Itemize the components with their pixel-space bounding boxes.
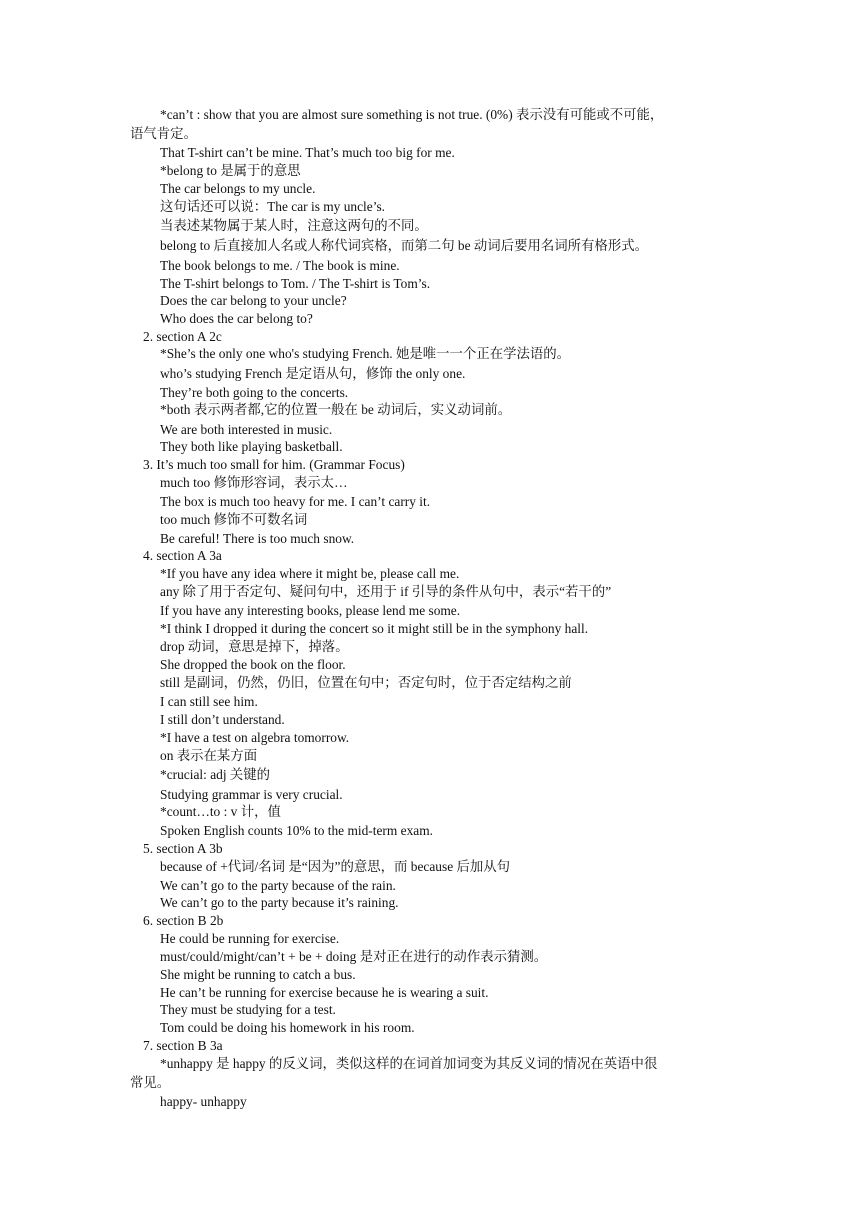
note-line: *crucial: adj 关键的 bbox=[160, 767, 271, 782]
note-line: *unhappy 是 happy 的反义词，类似这样的在词首加词变为其反义词的情况在英语中很 bbox=[160, 1056, 658, 1071]
note-line: *I have a test on algebra tomorrow. bbox=[160, 730, 350, 745]
note-line: must/could/might/can’t + be + doing 是对正在进行的动作表示猜测。 bbox=[160, 949, 548, 964]
note-line: *I think I dropped it during the concert so it might still be in the symphony hall. bbox=[160, 621, 589, 636]
section-heading-2: 2. section A 2c bbox=[143, 329, 222, 344]
example-line: He could be running for exercise. bbox=[160, 931, 340, 946]
note-line: because of +代词/名词 是“因为”的意思，而 because 后加从句 bbox=[160, 859, 511, 874]
section-heading-5: 5. section A 3b bbox=[143, 841, 223, 856]
example-line: Be careful! There is too much snow. bbox=[160, 531, 355, 546]
example-line: She dropped the book on the floor. bbox=[160, 657, 346, 672]
note-line: *both 表示两者都,它的位置一般在 be 动词后，实义动词前。 bbox=[160, 402, 512, 417]
note-belong-to: *belong to 是属于的意思 bbox=[160, 163, 301, 178]
note-line: much too 修饰形容词，表示太… bbox=[160, 475, 348, 490]
example-line: Tom could be doing his homework in his room. bbox=[160, 1020, 415, 1035]
example-line: Spoken English counts 10% to the mid-term exam. bbox=[160, 823, 433, 838]
note-line: too much 修饰不可数名词 bbox=[160, 512, 308, 527]
example-line: They both like playing basketball. bbox=[160, 439, 343, 454]
example-line: I still don’t understand. bbox=[160, 712, 285, 727]
note-line: *count…to : v 计，值 bbox=[160, 804, 281, 819]
section-heading-3: 3. It’s much too small for him. (Grammar Focus) bbox=[143, 457, 405, 472]
example-line: Studying grammar is very crucial. bbox=[160, 787, 343, 802]
section-heading-4: 4. section A 3a bbox=[143, 548, 222, 563]
note-cant-definition-cont: 语气肯定。 bbox=[130, 126, 197, 141]
example-line: He can’t be running for exercise because he is wearing a suit. bbox=[160, 985, 489, 1000]
note-cant-definition: *can’t : show that you are almost sure something is not true. (0%) 表示没有可能或不可能， bbox=[160, 107, 664, 122]
note-line: *If you have any idea where it might be, please call me. bbox=[160, 566, 460, 581]
note-line: who’s studying French 是定语从句，修饰 the only one. bbox=[160, 366, 466, 381]
note-line: drop 动词，意思是掉下，掉落。 bbox=[160, 639, 349, 654]
example-line: They must be studying for a test. bbox=[160, 1002, 336, 1017]
note-line: still 是副词，仍然，仍旧，位置在句中；否定句时，位于否定结构之前 bbox=[160, 675, 572, 690]
note-line-cont: 常见。 bbox=[130, 1075, 171, 1090]
note-line: any 除了用于否定句、疑问句中，还用于 if 引导的条件从句中，表示“若干的” bbox=[160, 584, 612, 599]
example-line: The car belongs to my uncle. bbox=[160, 181, 316, 196]
note-line: 当表述某物属于某人时，注意这两句的不同。 bbox=[160, 218, 428, 233]
note-line: 这句话还可以说：The car is my uncle’s. bbox=[160, 199, 385, 214]
example-line: She might be running to catch a bus. bbox=[160, 967, 356, 982]
example-line: I can still see him. bbox=[160, 694, 258, 709]
note-line: belong to 后直接加人名或人称代词宾格，而第二句 be 动词后要用名词所有格形式。 bbox=[160, 238, 648, 253]
example-line: We are both interested in music. bbox=[160, 422, 333, 437]
example-line: We can’t go to the party because it’s raining. bbox=[160, 895, 399, 910]
example-line: We can’t go to the party because of the rain. bbox=[160, 878, 396, 893]
section-heading-6: 6. section B 2b bbox=[143, 913, 224, 928]
section-heading-7: 7. section B 3a bbox=[143, 1038, 223, 1053]
note-line: *She’s the only one who's studying French. 她是唯一一个正在学法语的。 bbox=[160, 346, 571, 361]
example-line: happy- unhappy bbox=[160, 1094, 247, 1109]
example-line: The book belongs to me. / The book is mine. bbox=[160, 258, 400, 273]
example-line: They’re both going to the concerts. bbox=[160, 385, 349, 400]
note-line: on 表示在某方面 bbox=[160, 748, 258, 763]
example-line: If you have any interesting books, please lend me some. bbox=[160, 603, 461, 618]
example-line: Who does the car belong to? bbox=[160, 311, 313, 326]
example-line: The T-shirt belongs to Tom. / The T-shirt is Tom’s. bbox=[160, 276, 431, 291]
example-line: That T-shirt can’t be mine. That’s much too big for me. bbox=[160, 145, 455, 160]
example-line: The box is much too heavy for me. I can’t carry it. bbox=[160, 494, 431, 509]
example-line: Does the car belong to your uncle? bbox=[160, 293, 347, 308]
